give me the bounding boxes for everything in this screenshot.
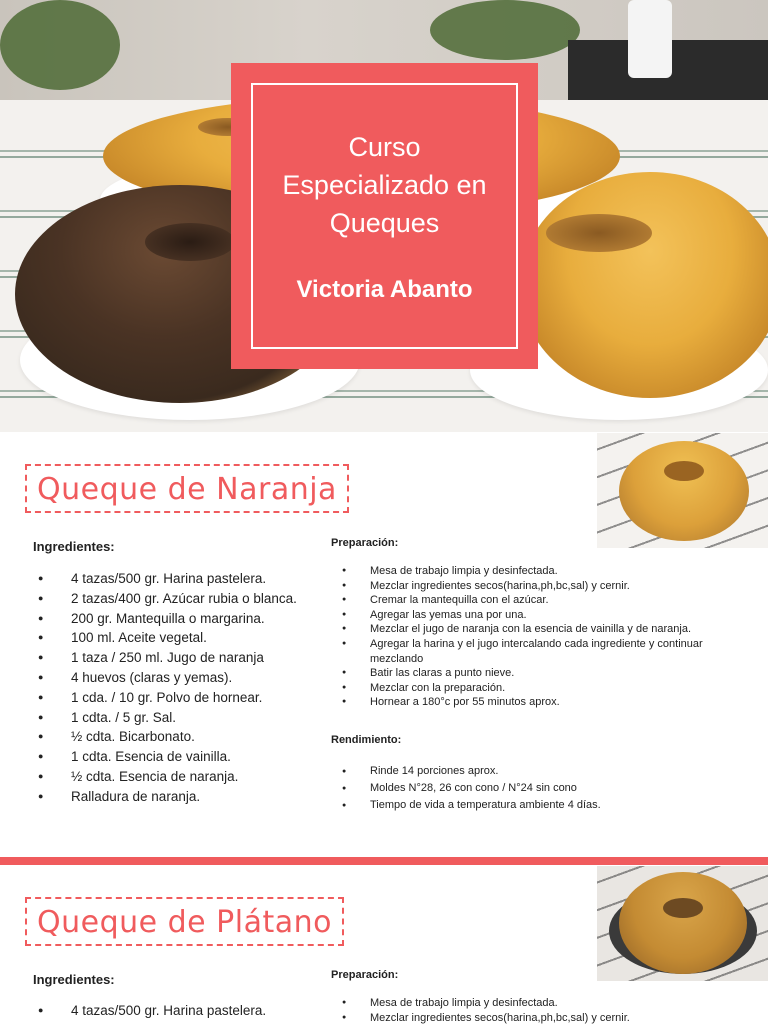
- preparation-list: [342, 996, 762, 1024]
- course-title-card: [231, 63, 538, 369]
- preparation-step: ● Mesa de trabajo limpia y desinfectada.: [342, 996, 762, 1011]
- yield-item: ● Rinde 14 porciones aprox.: [342, 763, 762, 780]
- orange-cake-front-image: [520, 172, 768, 398]
- yield-heading: Rendimiento:: [331, 734, 402, 746]
- preparation-heading: Preparación:: [331, 537, 399, 549]
- ingredient-item: ● 2 tazas/400 gr. Azúcar rubia o blanca.: [38, 589, 297, 609]
- author-name: Victoria Abanto: [296, 276, 473, 303]
- recipe-title: Queque de Naranja: [25, 464, 349, 513]
- preparation-step: ● Mesa de trabajo limpia y desinfectada.: [342, 564, 762, 579]
- preparation-step: ● Cremar la mantequilla con el azúcar.: [342, 593, 762, 608]
- ingredient-item: ● 1 taza / 250 ml. Jugo de naranja: [38, 648, 297, 668]
- preparation-step: ● Mezclar con la preparación.: [342, 681, 762, 696]
- ingredient-item: ● 1 cda. / 10 gr. Polvo de hornear.: [38, 688, 297, 708]
- course-title-frame: [251, 83, 518, 349]
- preparation-heading: Preparación:: [331, 969, 399, 981]
- ingredients-list: [38, 569, 297, 807]
- ingredient-item: ● Ralladura de naranja.: [38, 787, 297, 807]
- ingredient-item: ● 4 huevos (claras y yemas).: [38, 668, 297, 688]
- ingredient-item: ● 1 cdta. / 5 gr. Sal.: [38, 708, 297, 728]
- ingredient-item: ● 100 ml. Aceite vegetal.: [38, 628, 297, 648]
- ingredient-item: ● 4 tazas/500 gr. Harina pastelera.: [38, 569, 297, 589]
- ingredients-list: [38, 1001, 266, 1021]
- yield-item: ● Tiempo de vida a temperatura ambiente 4 días.: [342, 797, 762, 814]
- ingredients-heading: Ingredientes:: [33, 972, 115, 987]
- ingredient-item: ● ½ cdta. Bicarbonato.: [38, 727, 297, 747]
- plant-image: [0, 0, 120, 90]
- preparation-step: ● Mezclar ingredientes secos(harina,ph,bc,sal) y cernir.: [342, 579, 762, 594]
- preparation-step: ● Agregar las yemas una por una.: [342, 608, 762, 623]
- yield-item: ● Moldes N°28, 26 con cono / N°24 sin cono: [342, 780, 762, 797]
- course-title: Curso Especializado en Queques: [282, 132, 487, 238]
- ingredient-item: ● ½ cdta. Esencia de naranja.: [38, 767, 297, 787]
- hero-banner: [0, 0, 768, 432]
- ingredient-item: ● 200 gr. Mantequilla o margarina.: [38, 609, 297, 629]
- preparation-step: ● Mezclar el jugo de naranja con la esencia de vainilla y de naranja.: [342, 622, 762, 637]
- preparation-step: ● Mezclar ingredientes secos(harina,ph,bc,sal) y cernir.: [342, 1011, 762, 1024]
- recipe-title: Queque de Plátano: [25, 897, 344, 946]
- preparation-list: [342, 564, 762, 710]
- yield-list: [342, 763, 762, 814]
- preparation-step: ● Agregar la harina y el jugo intercalando cada ingrediente y continuar mezclando: [342, 637, 742, 666]
- ingredient-item: ● 4 tazas/500 gr. Harina pastelera.: [38, 1001, 266, 1021]
- section-divider: [0, 857, 768, 865]
- plant-image: [430, 0, 580, 60]
- ingredient-item: ● 1 cdta. Esencia de vainilla.: [38, 747, 297, 767]
- banana-cake-photo: [597, 866, 768, 981]
- preparation-step: ● Hornear a 180°c por 55 minutos aprox.: [342, 695, 762, 710]
- preparation-step: ● Batir las claras a punto nieve.: [342, 666, 762, 681]
- ingredients-heading: Ingredientes:: [33, 539, 115, 554]
- orange-cake-photo: [597, 433, 768, 548]
- paper-roll-image: [628, 0, 672, 78]
